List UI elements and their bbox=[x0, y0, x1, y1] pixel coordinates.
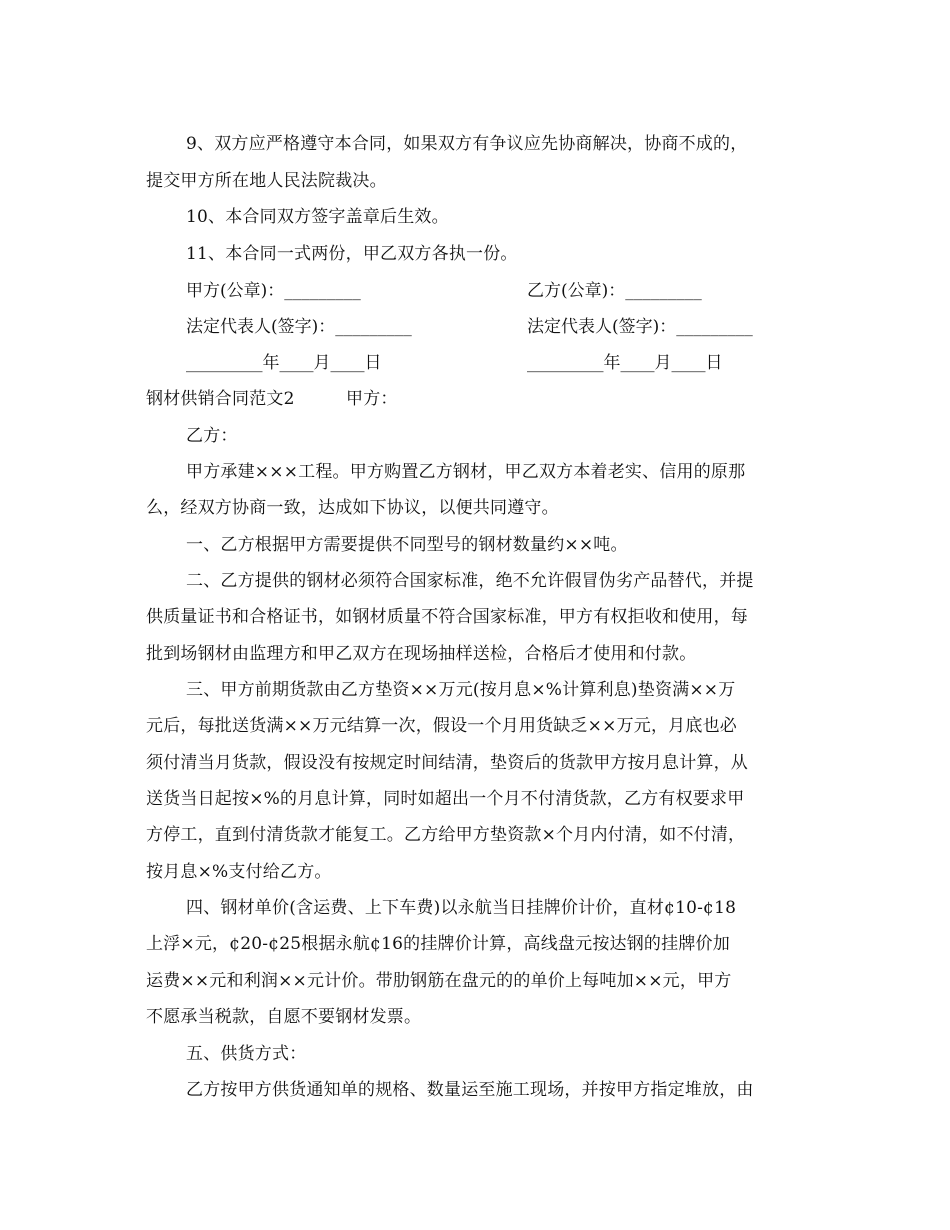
body-line: 不愿承当税款，自愿不要钢材发票。 bbox=[146, 1007, 422, 1027]
body-line: 供质量证书和合格证书，如钢材质量不符合国家标准，甲方有权拒收和使用，每 bbox=[146, 607, 748, 627]
party-b-seal: 乙方(公章)：_________ bbox=[527, 281, 702, 301]
body-line: 四、钢材单价(含运费、上下车费)以永航当日挂牌价计价，直材¢10-¢18 bbox=[186, 898, 737, 918]
party-a-seal: 甲方(公章)：_________ bbox=[186, 281, 361, 301]
party-a-representative: 法定代表人(签字)：_________ bbox=[186, 317, 412, 337]
clause-10: 10、本合同双方签字盖章后生效。 bbox=[186, 207, 449, 227]
body-line: 二、乙方提供的钢材必须符合国家标准，绝不允许假冒伪劣产品替代，并提 bbox=[186, 571, 754, 591]
body-line: 么，经双方协商一致，达成如下协议，以便共同遵守。 bbox=[146, 498, 559, 518]
section-title: 钢材供销合同范文2 bbox=[146, 389, 295, 409]
body-line: 三、甲方前期货款由乙方垫资××万元(按月息×%计算利息)垫资满××万 bbox=[186, 680, 736, 700]
body-line: 送货当日起按×%的月息计算，同时如超出一个月不付清货款，乙方有权要求甲 bbox=[146, 789, 745, 809]
body-line: 甲方承建×××工程。甲方购置乙方钢材，甲乙双方本着老实、信用的原那 bbox=[186, 462, 746, 482]
party-b-label: 乙方： bbox=[186, 426, 238, 446]
body-line: 乙方按甲方供货通知单的规格、数量运至施工现场，并按甲方指定堆放，由 bbox=[186, 1080, 754, 1100]
body-line: 方停工，直到付清货款才能复工。乙方给甲方垫资款×个月内付清，如不付清， bbox=[146, 825, 746, 845]
body-line: 元后，每批送货满××万元结算一次，假设一个月用货缺乏××万元，月底也必 bbox=[146, 716, 737, 736]
party-a-label: 甲方： bbox=[346, 389, 398, 409]
clause-9-line-2: 提交甲方所在地人民法院裁决。 bbox=[146, 171, 387, 191]
body-line: 按月息×%支付给乙方。 bbox=[146, 862, 332, 882]
body-line: 一、乙方根据甲方需要提供不同型号的钢材数量约××吨。 bbox=[186, 535, 628, 555]
body-line: 批到场钢材由监理方和甲乙双方在现场抽样送检，合格后才使用和付款。 bbox=[146, 644, 697, 664]
clause-11: 11、本合同一式两份，甲乙双方各执一份。 bbox=[186, 244, 518, 264]
party-b-date: _________年____月____日 bbox=[527, 353, 723, 373]
body-line: 运费××元和利润××元计价。带肋钢筋在盘元的的单价上每吨加××元，甲方 bbox=[146, 971, 732, 991]
party-b-representative: 法定代表人(签字)：_________ bbox=[527, 317, 753, 337]
clause-9-line-1: 9、双方应严格遵守本合同，如果双方有争议应先协商解决，协商不成的， bbox=[186, 134, 748, 154]
body-line: 上浮×元，¢20-¢25根据永航¢16的挂牌价计算，高线盘元按达钢的挂牌价加 bbox=[146, 934, 730, 954]
party-a-date: _________年____月____日 bbox=[186, 353, 382, 373]
body-line: 五、供货方式： bbox=[186, 1044, 307, 1064]
body-line: 须付清当月货款，假设没有按规定时间结清，垫资后的货款甲方按月息计算，从 bbox=[146, 753, 748, 773]
